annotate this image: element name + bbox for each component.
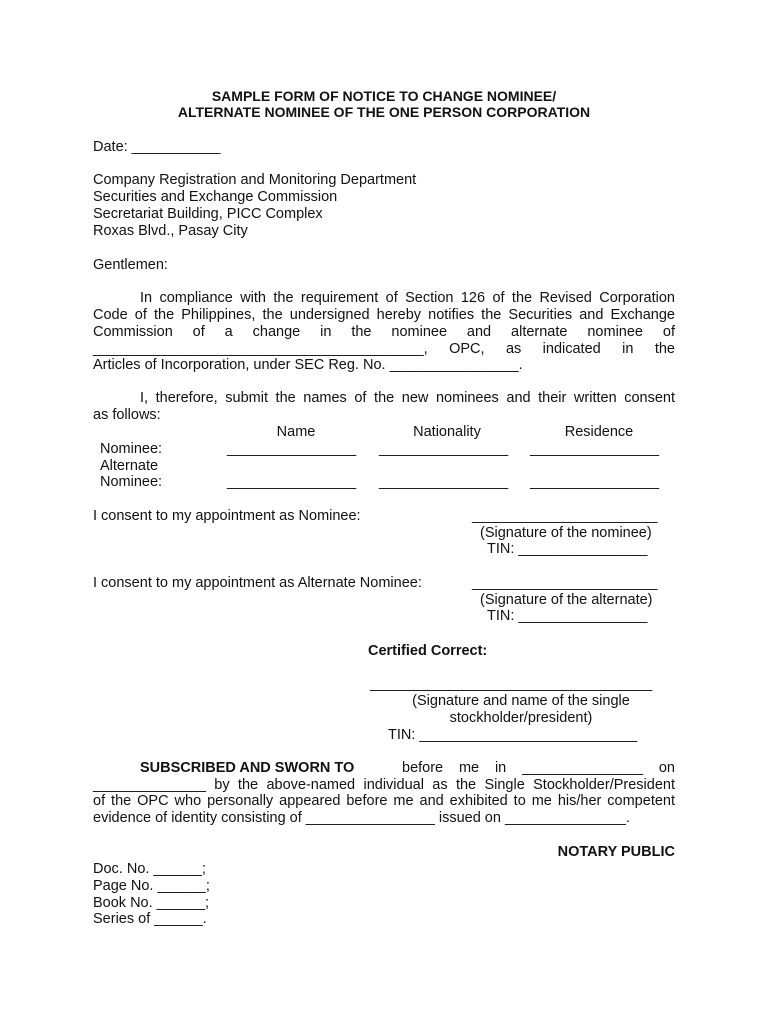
alternate-name-blank: ________________ xyxy=(227,474,357,490)
nominee-signature-label: (Signature of the nominee) xyxy=(480,525,652,541)
certified-signature-label-1: (Signature and name of the single xyxy=(412,693,630,709)
row-label-alternate-nominee: Nominee: xyxy=(100,474,163,490)
series-of-line: Series of ______. xyxy=(93,911,207,927)
consent-alternate-text: I consent to my appointment as Alternate Nominee: xyxy=(93,575,422,591)
certified-signature-line: ___________________________________ xyxy=(370,676,653,692)
nominee-name-blank: ________________ xyxy=(227,441,357,457)
column-header-nationality: Nationality xyxy=(413,424,481,440)
alternate-tin: TIN: ________________ xyxy=(487,608,648,624)
alternate-residence-blank: ________________ xyxy=(530,474,660,490)
address-line-3: Secretariat Building, PICC Complex xyxy=(93,206,323,222)
paragraph1-line-3: Commission of a change in the nominee and alternate nominee of xyxy=(93,324,675,340)
address-line-2: Securities and Exchange Commission xyxy=(93,189,338,205)
paragraph1-line-1: In compliance with the requirement of Section 126 of the Revised Corporation xyxy=(140,290,675,306)
certified-tin: TIN: ___________________________ xyxy=(388,727,638,743)
nominee-signature-line: _______________________ xyxy=(472,508,658,524)
jurat-line-1-rest: before me in _______________ on xyxy=(402,760,675,776)
nominee-residence-blank: ________________ xyxy=(530,441,660,457)
jurat-bold-text: SUBSCRIBED AND SWORN TO xyxy=(140,760,355,776)
certified-correct-heading: Certified Correct: xyxy=(368,643,488,659)
certified-signature-label-2: stockholder/president) xyxy=(449,710,593,726)
address-line-1: Company Registration and Monitoring Department xyxy=(93,172,417,188)
jurat-bold xyxy=(140,760,354,777)
title-line-1: SAMPLE FORM OF NOTICE TO CHANGE NOMINEE/ xyxy=(211,88,557,104)
paragraph2-line-1: I, therefore, submit the names of the new nominees and their written consent xyxy=(140,390,675,406)
nominee-nationality-blank: ________________ xyxy=(379,441,509,457)
jurat-line-4: evidence of identity consisting of ________________ issued on _______________. xyxy=(93,810,630,826)
row-label-alternate: Alternate xyxy=(100,458,159,474)
paragraph1-line-2: Code of the Philippines, the undersigned hereby notifies the Securities and Exchange xyxy=(93,307,675,323)
paragraph1-line-4: _________________________________________, OPC, as indicated in the xyxy=(93,341,675,357)
jurat-line-2: ______________ by the above-named individual as the Single Stockholder/President xyxy=(93,777,675,793)
title-line-2: ALTERNATE NOMINEE OF THE ONE PERSON CORPORATION xyxy=(177,104,591,120)
column-header-residence: Residence xyxy=(564,424,634,440)
address-line-4: Roxas Blvd., Pasay City xyxy=(93,223,248,239)
page-no-line: Page No. ______; xyxy=(93,878,210,894)
salutation: Gentlemen: xyxy=(93,257,168,273)
jurat-line-3: of the OPC who personally appeared before me and exhibited to me his/her competent xyxy=(93,793,675,809)
date-line: Date: ___________ xyxy=(93,139,221,155)
consent-nominee-text: I consent to my appointment as Nominee: xyxy=(93,508,361,524)
book-no-line: Book No. ______; xyxy=(93,895,210,911)
paragraph2-line-2: as follows: xyxy=(93,407,161,423)
notary-public-label: NOTARY PUBLIC xyxy=(557,844,675,860)
row-label-nominee: Nominee: xyxy=(100,441,163,457)
paragraph1-line-5: Articles of Incorporation, under SEC Reg. No. ________________. xyxy=(93,357,523,373)
column-header-name: Name xyxy=(276,424,316,440)
doc-no-line: Doc. No. ______; xyxy=(93,861,206,877)
alternate-nationality-blank: ________________ xyxy=(379,474,509,490)
nominee-tin: TIN: ________________ xyxy=(487,541,648,557)
alternate-signature-line: _______________________ xyxy=(472,575,658,591)
alternate-signature-label: (Signature of the alternate) xyxy=(480,592,653,608)
